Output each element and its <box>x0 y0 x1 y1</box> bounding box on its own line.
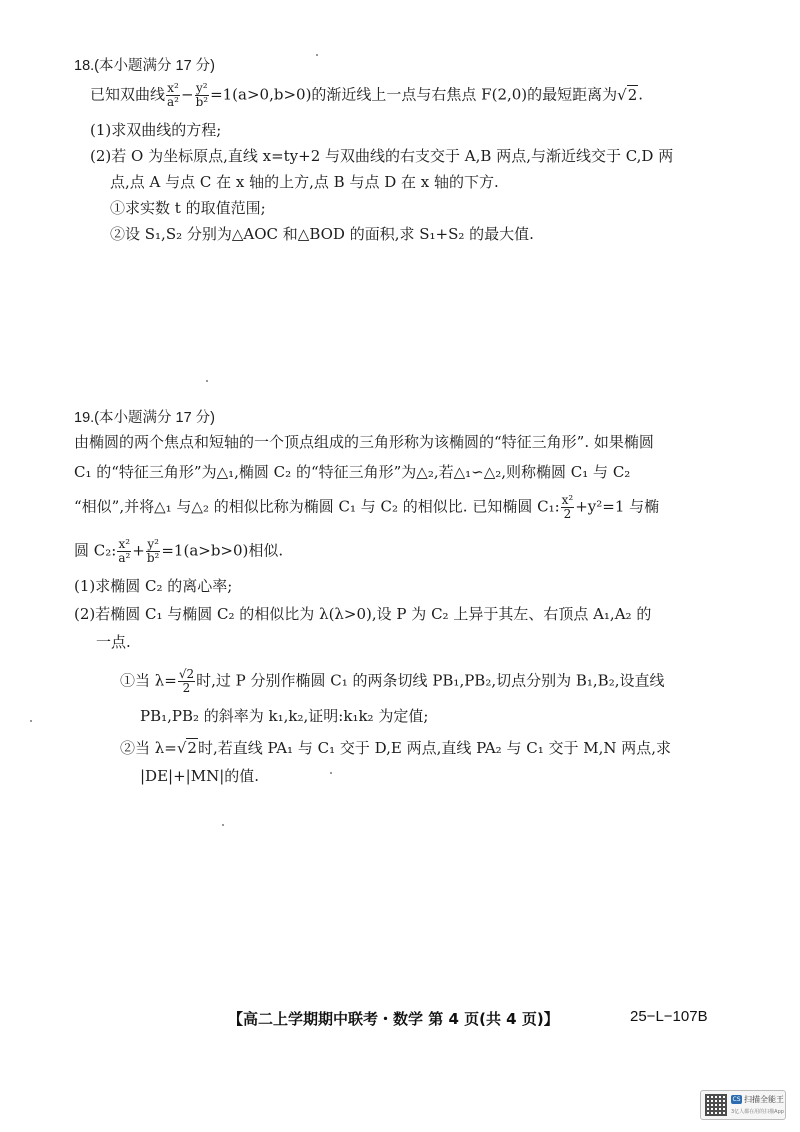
scanner-app-name: 扫描全能王 <box>744 1095 784 1104</box>
scan-speck <box>330 772 332 774</box>
frac-x2-a2-c2: $\frac{\text{x²}}{\text{a²}}$ <box>118 537 131 565</box>
scan-speck <box>222 824 224 826</box>
q18-stem: 已知双曲线 $\frac{\text{x²}}{\text{a²}}$ − $\frac{\text{y²}}{\text{b²}}$ =1(a>0,b>0)的渐近线上一点与右焦点 F(2,0)的最短距离为√2. <box>90 81 644 109</box>
q18-part2-line2: 点,点 A 与点 C 在 x 轴的上方,点 B 与点 D 在 x 轴的下方. <box>110 173 499 191</box>
sqrt-2: √2 <box>617 85 638 104</box>
q19-line4: 圆 C₂: $\frac{\text{x²}}{\text{a²}}$ + $\frac{\text{y²}}{\text{b²}}$ =1(a>b>0)相似. <box>74 537 284 565</box>
scanner-tagline: 3亿人都在用的扫描App <box>731 1109 784 1115</box>
q19-part2-line2: 一点. <box>96 633 131 651</box>
q19-heading: 19.(本小题满分 17 分) <box>74 410 215 426</box>
q19-part1: (1)求椭圆 C₂ 的离心率; <box>74 577 233 595</box>
q19-sub2-line2: |DE|+|MN|的值. <box>140 767 260 785</box>
qr-code-icon <box>705 1094 727 1116</box>
frac-y2-b2: $\frac{\text{y²}}{\text{b²}}$ <box>195 81 209 109</box>
scan-speck <box>206 380 208 382</box>
scanner-watermark <box>700 1090 786 1120</box>
scan-speck <box>316 54 318 56</box>
q18-part2-sub2: ②设 S₁,S₂ 分别为△AOC 和△BOD 的面积,求 S₁+S₂ 的最大值. <box>110 225 534 243</box>
footer-title: 【高二上学期期中联考・数学 第 4 页(共 4 页)】 <box>228 1010 559 1028</box>
q19-sub2-line1: ②当 λ=√2时,若直线 PA₁ 与 C₁ 交于 D,E 两点,直线 PA₂ 与 C₁ 交于 M,N 两点,求 <box>120 739 672 757</box>
frac-x2-a2: $\frac{\text{x²}}{\text{a²}}$ <box>167 81 179 109</box>
q19-line1: 由椭圆的两个焦点和短轴的一个顶点组成的三角形称为该椭圆的“特征三角形”. 如果椭圆 <box>74 433 654 451</box>
q18-part2-line1: (2)若 O 为坐标原点,直线 x=ty+2 与双曲线的右支交于 A,B 两点,与渐近线交于 C,D 两 <box>90 147 674 165</box>
q18-stem-text-b: =1(a>0,b>0)的渐近线上一点与右焦点 F(2,0)的最短距离为 <box>210 85 618 104</box>
q18-heading: 18.(本小题满分 17 分) <box>74 58 215 74</box>
q18-stem-text-a: 已知双曲线 <box>90 85 166 104</box>
q19-line2: C₁ 的“特征三角形”为△₁,椭圆 C₂ 的“特征三角形”为△₂,若△₁∽△₂,则称椭圆 C₁ 与 C₂ <box>74 463 631 481</box>
q18-part1: (1)求双曲线的方程; <box>90 121 222 139</box>
q19-sub1-line1: ①当 λ= $\frac{√2}{2}$ 时,过 P 分别作椭圆 C₁ 的两条切线 PB₁,PB₂,切点分别为 B₁,B₂,设直线 <box>120 667 665 695</box>
camscanner-logo-icon: CS <box>732 1096 741 1103</box>
frac-y2-b2-c2: $\frac{\text{y²}}{\text{b²}}$ <box>146 537 160 565</box>
q18-part2-sub1: ①求实数 t 的取值范围; <box>110 199 266 217</box>
q19-line3: “相似”,并将△₁ 与△₂ 的相似比称为椭圆 C₁ 与 C₂ 的相似比. 已知椭圆 C₁: $\frac{\text{x²}}{2}$ +y²=1 与椭 <box>74 493 660 521</box>
frac-x2-2: $\frac{\text{x²}}{2}$ <box>561 493 574 521</box>
q19-sub1-line2: PB₁,PB₂ 的斜率为 k₁,k₂,证明:k₁k₂ 为定值; <box>140 707 429 725</box>
frac-sqrt2-2: $\frac{√2}{2}$ <box>178 667 195 695</box>
q19-part2-line1: (2)若椭圆 C₁ 与椭圆 C₂ 的相似比为 λ(λ>0),设 P 为 C₂ 上异于其左、右顶点 A₁,A₂ 的 <box>74 605 652 623</box>
exam-code: 25−L−107B <box>630 1008 708 1025</box>
sqrt-2-lambda: √2 <box>176 739 197 757</box>
scan-speck <box>30 720 32 722</box>
